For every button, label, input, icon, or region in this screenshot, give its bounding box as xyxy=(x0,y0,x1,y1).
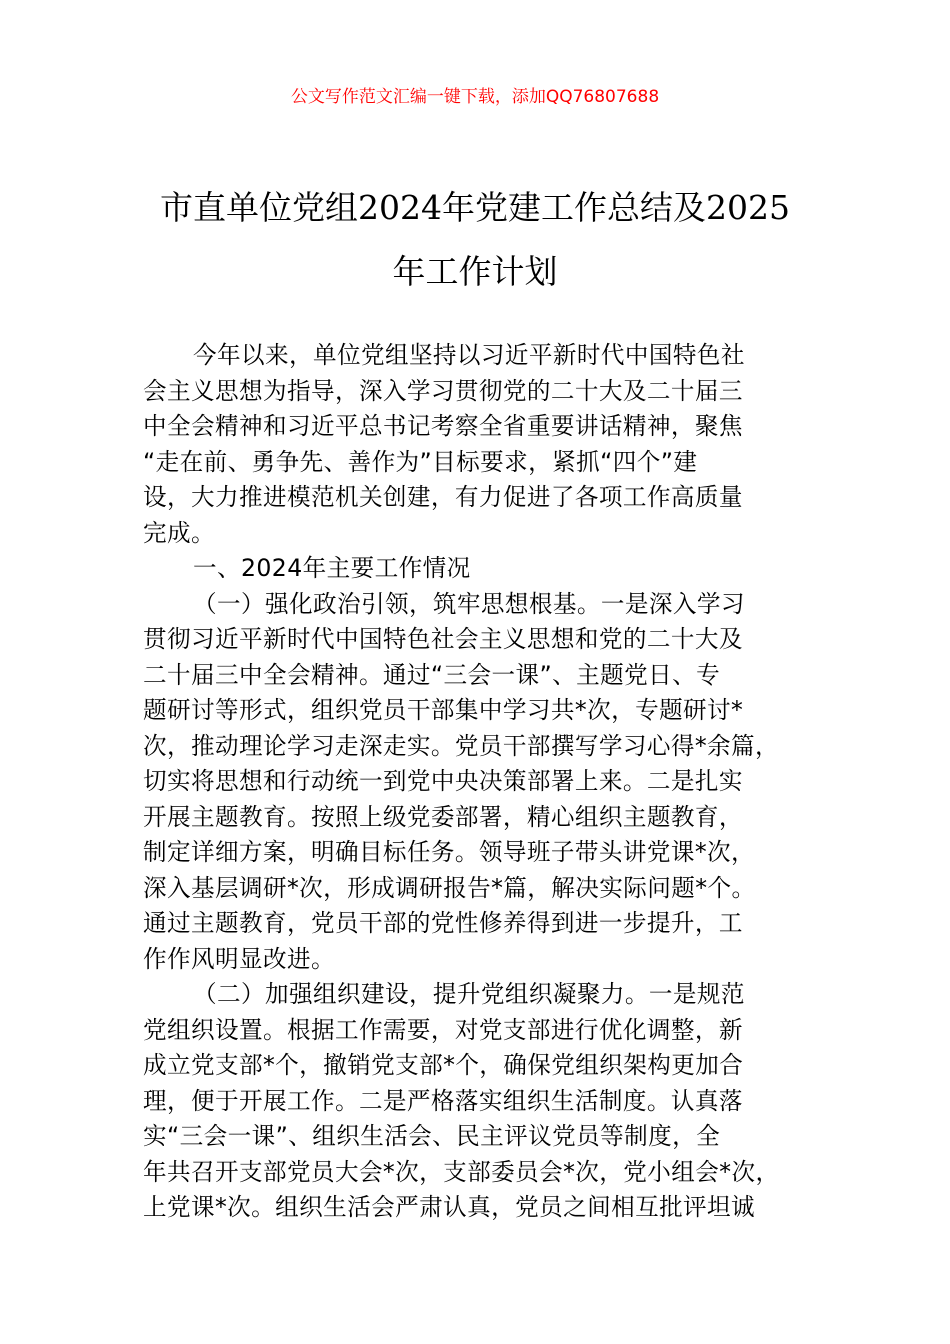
body-line: 完成。 xyxy=(143,518,215,547)
body-line: 年共召开支部党员大会*次，支部委员会*次，党小组会*次， xyxy=(143,1157,780,1186)
body-line: 会主义思想为指导，深入学习贯彻党的二十大及二十届三 xyxy=(143,376,743,405)
body-line: 今年以来，单位党组坚持以习近平新时代中国特色社 xyxy=(193,341,745,369)
promo-banner: 公文写作范文汇编一键下载，添加QQ76807688 xyxy=(290,87,660,107)
body-line: 成立党支部*个，撤销党支部*个，确保党组织架构更加合 xyxy=(143,1051,744,1079)
section-heading: 一、2024年主要工作情况 xyxy=(193,554,471,582)
body-line: 题研讨等形式，组织党员干部集中学习共*次，专题研讨* xyxy=(143,696,744,724)
body-line: 切实将思想和行动统一到党中央决策部署上来。二是扎实 xyxy=(143,767,743,795)
body-line: （二）加强组织建设，提升党组织凝聚力。一是规范 xyxy=(193,980,745,1008)
body-line: 党组织设置。根据工作需要，对党支部进行优化调整，新 xyxy=(143,1015,743,1044)
body-line: 贯彻习近平新时代中国特色社会主义思想和党的二十大及 xyxy=(143,625,743,653)
body-line: 中全会精神和习近平总书记考察全省重要讲话精神，聚焦 xyxy=(143,412,743,440)
document-title xyxy=(120,176,830,304)
body-line: 设，大力推进模范机关创建，有力促进了各项工作高质量 xyxy=(143,483,743,511)
body-line: 次，推动理论学习走深走实。党员干部撰写学习心得*余篇， xyxy=(143,731,780,760)
body-line: （一）强化政治引领，筑牢思想根基。一是深入学习 xyxy=(193,589,745,618)
body-line: 深入基层调研*次，形成调研报告*篇，解决实际问题*个。 xyxy=(143,873,756,902)
body-line: 作作风明显改进。 xyxy=(143,944,335,973)
body-line: 开展主题教育。按照上级党委部署，精心组织主题教育， xyxy=(143,802,743,831)
title-line-1: 市直单位党组2024年党建工作总结及2025 xyxy=(160,188,790,227)
body-line: 理，便于开展工作。二是严格落实组织生活制度。认真落 xyxy=(143,1086,743,1115)
body-line: “走在前、勇争先、善作为”目标要求，紧抓“四个”建 xyxy=(143,447,698,476)
body-line: 二十届三中全会精神。通过“三会一课”、主题党日、专 xyxy=(143,660,721,689)
body-line: 上党课*次。组织生活会严肃认真，党员之间相互批评坦诚 xyxy=(143,1193,756,1221)
title-line-2: 年工作计划 xyxy=(392,252,558,291)
body-line: 实“三会一课”、组织生活会、民主评议党员等制度，全 xyxy=(143,1122,721,1150)
document-body xyxy=(143,338,813,1226)
body-line: 制定详细方案，明确目标任务。领导班子带头讲党课*次， xyxy=(143,838,756,866)
body-line: 通过主题教育，党员干部的党性修养得到进一步提升，工 xyxy=(143,909,743,937)
